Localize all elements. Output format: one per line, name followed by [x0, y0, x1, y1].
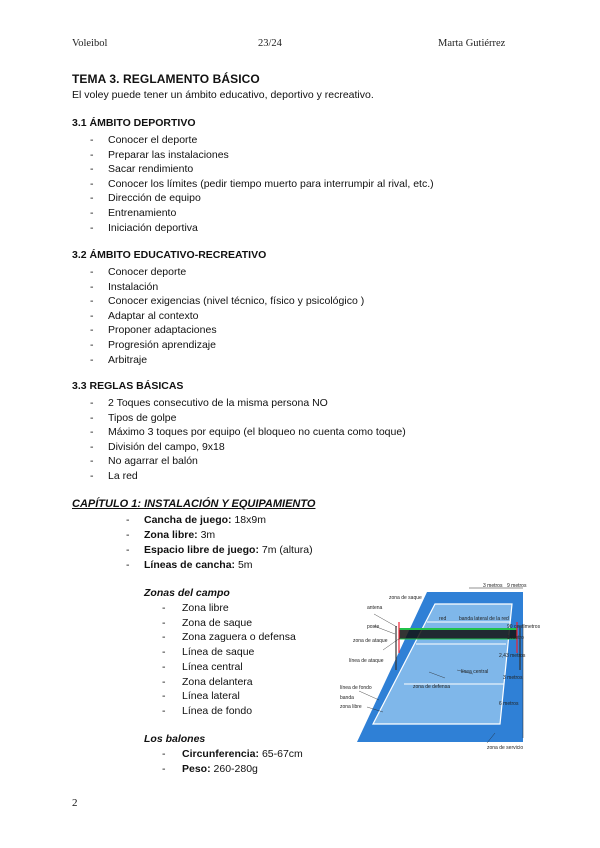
list-item: [162, 747, 303, 762]
label-zona-servicio: zona de servicio: [487, 745, 524, 751]
list-item: - Zona zaguera o defensa: [162, 630, 296, 645]
section-title: 3.1 ÁMBITO DEPORTIVO: [72, 117, 196, 129]
label-zona-defensa: zona de defensa: [413, 684, 450, 690]
list-item: - Iniciación deportiva: [72, 221, 434, 236]
list-item: - Dirección de equipo: [72, 191, 434, 206]
list-item: - Zona delantera: [162, 675, 296, 690]
list-item: - No agarrar el balón: [72, 454, 406, 469]
list-item: [126, 513, 313, 528]
item-value: 260-280g: [210, 762, 258, 775]
list-item: - Tipos de golpe: [72, 411, 406, 426]
zonas-title: Zonas del campo: [144, 587, 230, 599]
label-linea-central: línea central: [461, 669, 489, 675]
list-item: - Línea de saque: [162, 645, 296, 660]
header-author: Marta Gutiérrez: [438, 38, 506, 49]
zonas-list: [162, 601, 296, 719]
list-item: - División del campo, 9x18: [72, 440, 406, 455]
label-90-centimetros: 90 centímetros: [507, 624, 541, 630]
label-poste: poste: [367, 624, 380, 630]
list-item: - Progresión aprendizaje: [72, 338, 364, 353]
list-item: - Adaptar al contexto: [72, 309, 364, 324]
item-label: Cancha de juego:: [144, 514, 232, 526]
label-3-metros: 3 metros: [483, 583, 503, 589]
list-item: - Zona libre: [162, 601, 296, 616]
list-item: - Zona de saque: [162, 616, 296, 631]
list-item: - Sacar rendimiento: [72, 162, 434, 177]
list-item: - Arbitraje: [72, 353, 364, 368]
intro-text: El voley puede tener un ámbito educativo, deportivo y recreativo.: [72, 89, 374, 101]
item-value: 5m: [235, 559, 253, 571]
section-title: 3.2 ÁMBITO EDUCATIVO-RECREATIVO: [72, 249, 267, 261]
section-ambito-educativo: [72, 249, 364, 367]
section-reglas-basicas: [72, 380, 406, 484]
list-item: - Línea de fondo: [162, 704, 296, 719]
list-item: - Máximo 3 toques por equipo (el bloqueo no cuenta como toque): [72, 425, 406, 440]
list-item: - 2 Toques consecutivo de la misma persona NO: [72, 396, 406, 411]
label-zona-ataque: zona de ataque: [353, 638, 388, 644]
label-zona-saque: zona de saque: [389, 595, 422, 601]
list-item: [126, 543, 313, 558]
list-item: [126, 558, 313, 573]
header-course: 23/24: [258, 38, 282, 49]
item-value: 18x9m: [231, 514, 266, 526]
balones-list: [162, 747, 303, 776]
section-list: [72, 265, 364, 367]
section-list: [72, 133, 434, 235]
list-item: - Preparar las instalaciones: [72, 148, 434, 163]
chapter-title: CAPÍTULO 1: INSTALACIÓN Y EQUIPAMIENTO: [72, 498, 316, 510]
item-value: 7m (altura): [258, 544, 313, 556]
list-item: [162, 762, 303, 777]
label-linea-fondo: línea de fondo: [340, 685, 372, 691]
list-item: - Proponer adaptaciones: [72, 323, 364, 338]
list-item: - Conocer exigencias (nivel técnico, físico y psicológico ): [72, 294, 364, 309]
pointer-line: [359, 691, 379, 700]
list-item: - Conocer el deporte: [72, 133, 434, 148]
page-title: TEMA 3. REGLAMENTO BÁSICO: [72, 72, 260, 86]
list-item: - Entrenamiento: [72, 206, 434, 221]
section-title: 3.3 REGLAS BÁSICAS: [72, 380, 184, 392]
list-item: - Instalación: [72, 280, 364, 295]
list-item: [126, 528, 313, 543]
item-label: Zona libre:: [144, 529, 198, 541]
item-value: 3m: [197, 529, 216, 541]
label-6-metros: 6 metros: [499, 701, 519, 707]
label-zona-libre: zona libre: [340, 704, 362, 710]
label-1-metro: 1 metro: [507, 635, 524, 641]
label-linea-ataque: línea de ataque: [349, 658, 384, 664]
section-list: [72, 396, 406, 484]
item-label: Líneas de cancha:: [144, 559, 236, 571]
label-9-metros: 9 metros: [507, 583, 527, 589]
item-label: Circunferencia:: [182, 748, 260, 760]
label-2-43-metros: 2,43 metros: [499, 653, 526, 659]
label-banda-lateral-red: banda lateral de la red: [459, 616, 509, 622]
balones-title: Los balones: [144, 733, 206, 745]
list-item: - Conocer deporte: [72, 265, 364, 280]
label-antena: antena: [367, 605, 383, 611]
list-item: - Línea central: [162, 660, 296, 675]
court-diagram: [337, 578, 541, 760]
list-item: - La red: [72, 469, 406, 484]
item-label: Espacio libre de juego:: [144, 544, 259, 556]
label-red: red: [439, 616, 447, 622]
label-3-metros-lateral: 3 metros: [503, 675, 523, 681]
header-subject: Voleibol: [72, 38, 108, 49]
item-label: Peso:: [182, 762, 211, 775]
chapter-list: [126, 513, 313, 573]
label-banda: banda: [340, 695, 354, 701]
item-value: 65-67cm: [259, 748, 303, 760]
list-item: - Conocer los límites (pedir tiempo muerto para interrumpir al rival, etc.): [72, 177, 434, 192]
volleyball-net: [399, 629, 517, 639]
page-number: 2: [72, 797, 78, 809]
section-ambito-deportivo: [72, 117, 434, 235]
list-item: - Línea lateral: [162, 689, 296, 704]
